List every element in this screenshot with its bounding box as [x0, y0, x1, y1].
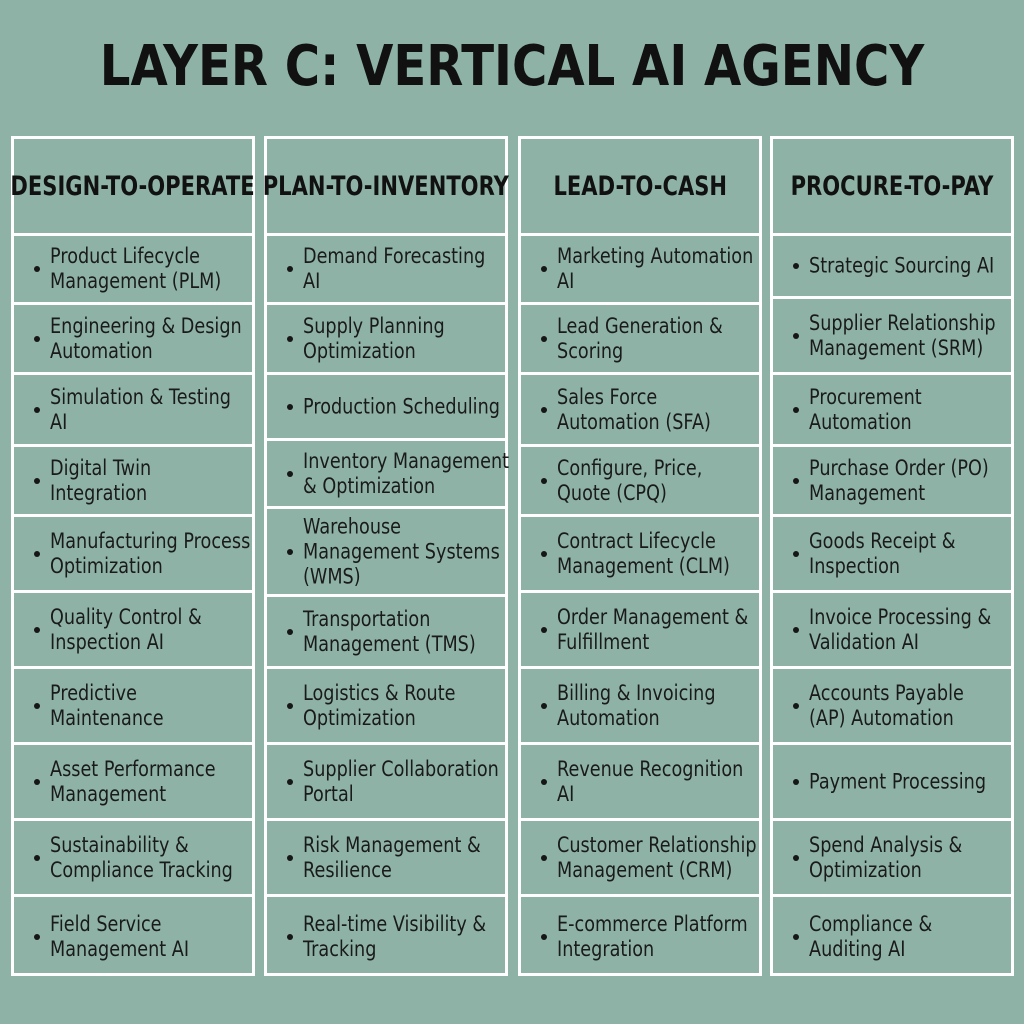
list-item-line: Strategic Sourcing AI — [809, 253, 995, 278]
list-item-line: Management (TMS) — [303, 631, 476, 656]
bullet-icon — [541, 266, 547, 272]
list-item-text — [809, 912, 1011, 962]
list-item-line: Inspection AI — [50, 629, 164, 654]
column-lead-to-cash — [518, 136, 762, 976]
list-item — [14, 447, 252, 517]
bullet-icon — [287, 703, 293, 709]
list-item — [773, 517, 1011, 593]
bullet-icon — [541, 478, 547, 484]
column-plan-to-inventory — [264, 136, 508, 976]
list-item-line: Contract Lifecycle — [557, 528, 716, 553]
bullet-icon — [287, 266, 293, 272]
list-item-text — [303, 314, 505, 364]
list-item-line: Marketing Automation — [557, 244, 754, 268]
list-item-line: Order Management & — [557, 604, 749, 629]
list-item-text — [303, 912, 505, 962]
bullet-icon — [34, 266, 40, 272]
list-item — [14, 593, 252, 669]
list-item-text — [50, 757, 252, 807]
list-item-text — [809, 456, 1011, 506]
list-item-text — [50, 385, 252, 435]
list-item-line: Management — [809, 480, 926, 505]
list-item-line: AI — [557, 781, 575, 806]
list-item-line: Logistics & Route — [303, 680, 456, 705]
list-item-line: Supplier Collaboration — [303, 756, 499, 781]
bullet-icon — [541, 407, 547, 413]
list-item-line: Tracking — [303, 936, 377, 961]
list-item-line: Procurement — [809, 384, 922, 409]
list-item-text — [557, 605, 759, 655]
list-item — [267, 441, 510, 509]
list-item-line: Auditing AI — [809, 936, 906, 961]
list-item-text — [557, 912, 759, 962]
list-item — [773, 745, 1011, 821]
list-item — [14, 305, 252, 375]
bullet-icon — [287, 855, 293, 861]
list-item-line: Integration — [50, 480, 148, 505]
list-item-text — [303, 757, 505, 807]
list-item-line: Management AI — [50, 936, 190, 961]
list-item-line: Lead Generation & — [557, 313, 723, 338]
list-item-text — [303, 394, 505, 419]
list-item-text — [557, 456, 759, 506]
list-item-line: Sustainability & — [50, 832, 189, 857]
bullet-icon — [287, 404, 293, 410]
list-item-line: Optimization — [809, 857, 922, 882]
list-item — [267, 745, 505, 821]
list-item-line: AI — [50, 409, 68, 434]
bullet-icon — [793, 934, 799, 940]
list-item — [14, 745, 252, 821]
list-item-line: Asset Performance — [50, 756, 216, 781]
list-item-line: Invoice Processing & — [809, 604, 992, 629]
bullet-icon — [34, 627, 40, 633]
list-item-line: Simulation & Testing — [50, 384, 231, 409]
column-header-label: PROCURE-TO-PAY — [790, 170, 994, 202]
bullet-icon — [541, 779, 547, 785]
list-item-text — [557, 244, 759, 294]
bullet-icon — [287, 779, 293, 785]
bullet-icon — [541, 855, 547, 861]
list-item-text — [303, 514, 505, 589]
list-item-line: Automation — [809, 409, 912, 434]
list-item-line: Goods Receipt & — [809, 528, 956, 553]
bullet-icon — [34, 407, 40, 413]
list-item-line: Spend Analysis & — [809, 832, 963, 857]
list-item-line: Predictive — [50, 680, 137, 705]
bullet-icon — [287, 934, 293, 940]
list-item-line: Management (PLM) — [50, 269, 222, 293]
bullet-icon — [34, 934, 40, 940]
list-item-line: Management (CRM) — [557, 857, 733, 882]
page-title: LAYER C: VERTICAL AI AGENCY — [99, 34, 925, 99]
list-item — [267, 375, 505, 441]
list-item-line: Revenue Recognition — [557, 756, 744, 781]
list-item — [14, 236, 252, 305]
list-item — [521, 745, 759, 821]
list-item-line: Field Service — [50, 911, 162, 936]
list-item — [773, 375, 1011, 447]
bullet-icon — [793, 263, 799, 269]
list-item-line: Management Systems — [303, 539, 500, 563]
list-item-line: Automation — [557, 705, 660, 730]
list-item-line: Real-time Visibility & — [303, 911, 487, 936]
list-item-line: Automation (SFA) — [557, 409, 711, 434]
list-item-line: Compliance Tracking — [50, 857, 233, 882]
list-item-line: Optimization — [50, 553, 163, 578]
list-item — [267, 236, 505, 305]
list-item-line: Quote (CPQ) — [557, 480, 667, 505]
list-item-text — [50, 681, 252, 731]
list-item-text — [557, 529, 759, 579]
bullet-icon — [793, 333, 799, 339]
list-item — [14, 669, 252, 745]
bullet-icon — [287, 471, 293, 477]
list-item-text — [809, 385, 1011, 435]
list-item-line: Product Lifecycle — [50, 244, 200, 268]
column-design-to-operate — [11, 136, 255, 976]
list-item-text — [809, 311, 1011, 361]
column-header — [262, 139, 510, 236]
list-item — [14, 821, 252, 897]
list-item-line: Manufacturing Process — [50, 528, 251, 553]
bullet-icon — [34, 703, 40, 709]
list-item-line: Payment Processing — [809, 769, 987, 793]
column-header-label: LEAD-TO-CASH — [553, 170, 727, 202]
bullet-icon — [34, 478, 40, 484]
list-item-text — [303, 448, 510, 499]
bullet-icon — [34, 779, 40, 785]
list-item-line: Quality Control & — [50, 604, 202, 629]
column-header-label: PLAN-TO-INVENTORY — [262, 170, 510, 202]
list-item-line: (WMS) — [303, 564, 361, 588]
list-item — [267, 509, 505, 597]
bullet-icon — [793, 703, 799, 709]
list-item-text — [303, 681, 505, 731]
list-item-line: (AP) Automation — [809, 705, 954, 730]
list-item — [521, 236, 759, 305]
list-item-text — [557, 681, 759, 731]
bullet-icon — [541, 551, 547, 557]
list-item-line: Maintenance — [50, 705, 164, 730]
bullet-icon — [793, 551, 799, 557]
bullet-icon — [793, 478, 799, 484]
list-item-line: Transportation — [303, 606, 431, 631]
list-item-line: AI — [303, 269, 321, 293]
column-header-label: DESIGN-TO-OPERATE — [10, 170, 256, 202]
bullet-icon — [793, 855, 799, 861]
list-item-text — [303, 244, 505, 294]
list-item-line: Optimization — [303, 338, 416, 363]
list-item — [773, 593, 1011, 669]
list-item — [521, 897, 759, 976]
bullet-icon — [793, 779, 799, 785]
column-header — [521, 139, 759, 236]
list-item-text — [809, 681, 1011, 731]
list-item — [14, 897, 252, 976]
list-item — [521, 305, 759, 375]
list-item-line: Management — [50, 781, 167, 806]
list-item — [773, 447, 1011, 517]
list-item-line: Purchase Order (PO) — [809, 455, 989, 480]
list-item — [773, 821, 1011, 897]
list-item-line: Digital Twin — [50, 455, 152, 480]
list-item-text — [50, 244, 252, 294]
list-item-text — [809, 605, 1011, 655]
list-item-text — [557, 385, 759, 435]
list-item-text — [50, 314, 252, 364]
list-item-line: Demand Forecasting — [303, 244, 486, 268]
list-item-line: E-commerce Platform — [557, 911, 748, 936]
list-item-line: Risk Management & — [303, 832, 481, 857]
list-item — [14, 375, 252, 447]
bullet-icon — [34, 855, 40, 861]
bullet-icon — [287, 549, 293, 555]
list-item-line: Portal — [303, 781, 354, 806]
bullet-icon — [287, 629, 293, 635]
list-item — [267, 821, 505, 897]
bullet-icon — [287, 336, 293, 342]
process-columns — [11, 136, 1015, 976]
list-item — [521, 593, 759, 669]
bullet-icon — [793, 407, 799, 413]
list-item-line: Resilience — [303, 857, 392, 882]
list-item-line: Supply Planning — [303, 313, 445, 338]
list-item-line: Sales Force — [557, 384, 658, 409]
list-item-line: Scoring — [557, 338, 624, 363]
list-item-line: Supplier Relationship — [809, 310, 996, 335]
column-procure-to-pay — [770, 136, 1014, 976]
list-item-line: Compliance & — [809, 911, 933, 936]
bullet-icon — [541, 627, 547, 633]
list-item-line: Management (CLM) — [557, 553, 730, 578]
bullet-icon — [34, 336, 40, 342]
list-item-line: Validation AI — [809, 629, 919, 654]
bullet-icon — [541, 703, 547, 709]
list-item-line: Warehouse — [303, 514, 402, 538]
bullet-icon — [793, 627, 799, 633]
list-item — [521, 375, 759, 447]
list-item-text — [809, 254, 1011, 279]
list-item-text — [303, 607, 505, 657]
list-item-text — [809, 769, 1011, 794]
list-item-line: Management (SRM) — [809, 335, 984, 360]
column-header — [773, 139, 1011, 236]
list-item-line: Inventory Management — [303, 448, 510, 473]
list-item — [267, 597, 505, 669]
list-item — [267, 305, 505, 375]
list-item-text — [809, 529, 1011, 579]
list-item — [267, 897, 505, 976]
list-item-line: Billing & Invoicing — [557, 680, 716, 705]
list-item — [14, 517, 252, 593]
list-item-line: Customer Relationship — [557, 832, 757, 857]
list-item-text — [50, 912, 252, 962]
list-item-line: Engineering & Design — [50, 313, 242, 338]
list-item — [773, 897, 1011, 976]
list-item-line: Automation — [50, 338, 153, 363]
list-item-text — [50, 529, 252, 579]
list-item-line: Fulfillment — [557, 629, 650, 654]
list-item-text — [557, 757, 759, 807]
list-item — [521, 517, 759, 593]
list-item — [773, 299, 1011, 375]
list-item-line: Accounts Payable — [809, 680, 964, 705]
column-header — [10, 139, 256, 236]
list-item — [267, 669, 505, 745]
list-item-line: Optimization — [303, 705, 416, 730]
list-item — [521, 821, 759, 897]
list-item-text — [557, 833, 759, 883]
list-item-line: Integration — [557, 936, 655, 961]
list-item-text — [303, 833, 505, 883]
list-item-text — [50, 605, 252, 655]
list-item-line: Production Scheduling — [303, 394, 500, 418]
list-item-text — [809, 833, 1011, 883]
list-item-line: & Optimization — [303, 473, 436, 498]
bullet-icon — [541, 934, 547, 940]
list-item — [773, 236, 1011, 299]
list-item — [773, 669, 1011, 745]
list-item — [521, 447, 759, 517]
list-item — [521, 669, 759, 745]
list-item-text — [50, 456, 252, 506]
list-item-text — [557, 314, 759, 364]
bullet-icon — [34, 551, 40, 557]
list-item-line: Inspection — [809, 553, 901, 578]
list-item-line: AI — [557, 269, 575, 293]
bullet-icon — [541, 336, 547, 342]
list-item-line: Configure, Price, — [557, 455, 703, 480]
list-item-text — [50, 833, 252, 883]
